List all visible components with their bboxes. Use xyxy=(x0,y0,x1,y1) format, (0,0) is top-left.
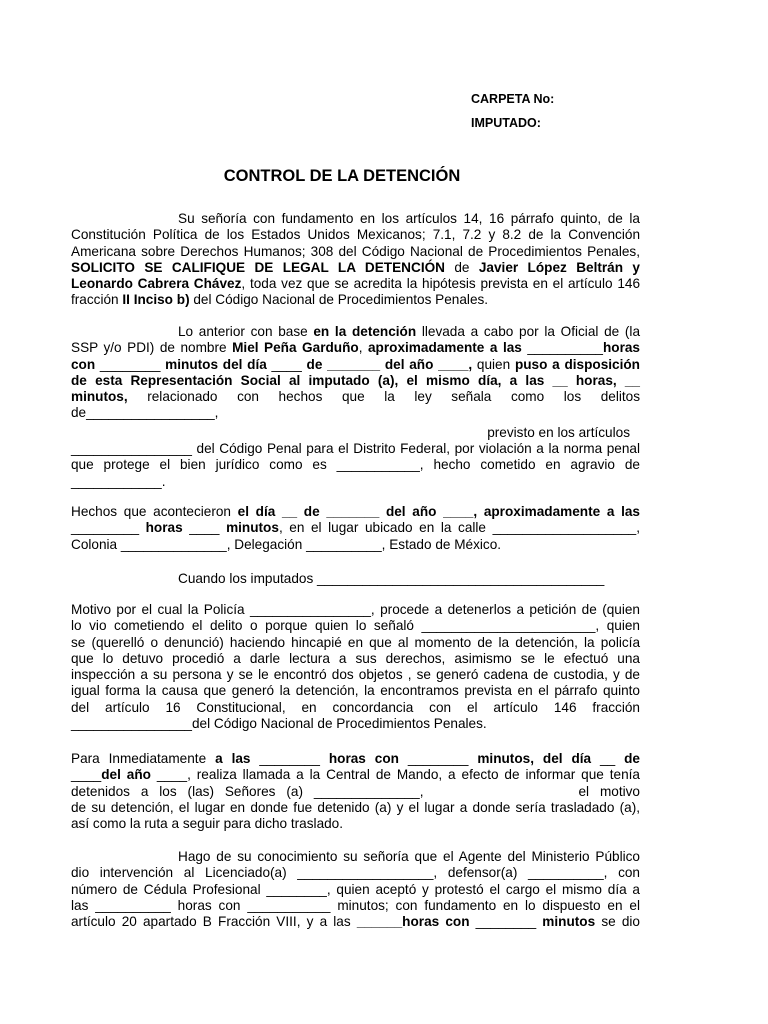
document-title: CONTROL DE LA DETENCIÓN xyxy=(223,167,461,185)
paragraph-llamada: Para Inmediatamente a las ________ horas con ________ minutos, del día __ de ____del año ____, realiza llamada a la Central de Mando, a efecto de informar que tenía detenidos a los (las) Señores (a) ______________, el motivo de su detención, el lugar en donde fue detenido (a) y el lugar a donde sería trasladado (a), así como la ruta a seguir para dicho traslado. xyxy=(71,751,640,832)
paragraph-defensor: Hago de su conocimiento su señoría que el Agente del Ministerio Público dio intervención al Licenciado(a) __________________, defensor(a) __________, con número de Cédula Profesional ________, quien aceptó y protestó el cargo el mismo día a las __________ horas con ___________ minutos; con fundamento en lo dispuesto en el artículo 20 apartado B Fracción VIII, y a las ______horas con ________ minutos se dio xyxy=(71,849,640,930)
paragraph-detencion: Lo anterior con base en la detención llevada a cabo por la Oficial de (la SSP y/o PDI) de nombre Miel Peña Garduño, aproximadamente a las __________horas con ________ minutos del día ____ de _______ del año ____, quien puso a disposición de esta Representación Social al imputado (a), el mismo día, a las __ horas, __ minutos, relacionado con hechos que la ley señala como los delitos de_________________, previsto en los artículos ________________ del Código Penal para el Distrito Federal, por violación a la norma penal que protege el bien jurídico como es ___________, hecho cometido en agravio de ____________. xyxy=(71,324,641,489)
paragraph-hechos: Hechos que acontecieron el día __ de _______ del año ____, aproximadamente a las _________ horas ____ minutos, en el lugar ubicado en la calle ___________________, Colonia ______________, Delegación __________, Estado de México. xyxy=(71,504,640,552)
paragraph-fundamento: Su señoría con fundamento en los artículos 14, 16 párrafo quinto, de la Constitución Política de los Estados Unidos Mexicanos; 7.1, 7.2 y 8.2 de la Convención Americana sobre Derechos Humanos; 308 del Código Nacional de Procedimientos Penales, SOLICITO SE CALIFIQUE DE LEGAL LA DETENCIÓN de Javier López Beltrán y Leonardo Cabrera Chávez, toda vez que se acredita la hipótesis prevista en el artículo 146 fracción II Inciso b) del Código Nacional de Procedimientos Penales. xyxy=(71,211,640,308)
paragraph-imputados: Cuando los imputados ______________________________________ xyxy=(178,571,605,586)
carpeta-label: CARPETA No: xyxy=(471,92,555,106)
paragraph-motivo: Motivo por el cual la Policía ________________, procede a detenerlos a petición de (quien lo vio cometiendo el delito o porque quien lo señaló _______________________, quien se (querelló o denunció) haciendo hincapié en que al momento de la detención, la policía que lo detuvo procedió a darle lectura a sus derechos, asimismo se le efectuó una inspección a su persona y se le encontró dos objetos , se generó cadena de custodia, y de igual forma la causa que generó la detención, la encontramos prevista en el párrafo quinto del artículo 16 Constitucional, en concordancia con el artículo 146 fracción ________________del Código Nacional de Procedimientos Penales. xyxy=(71,602,640,732)
imputado-label: IMPUTADO: xyxy=(471,116,541,130)
